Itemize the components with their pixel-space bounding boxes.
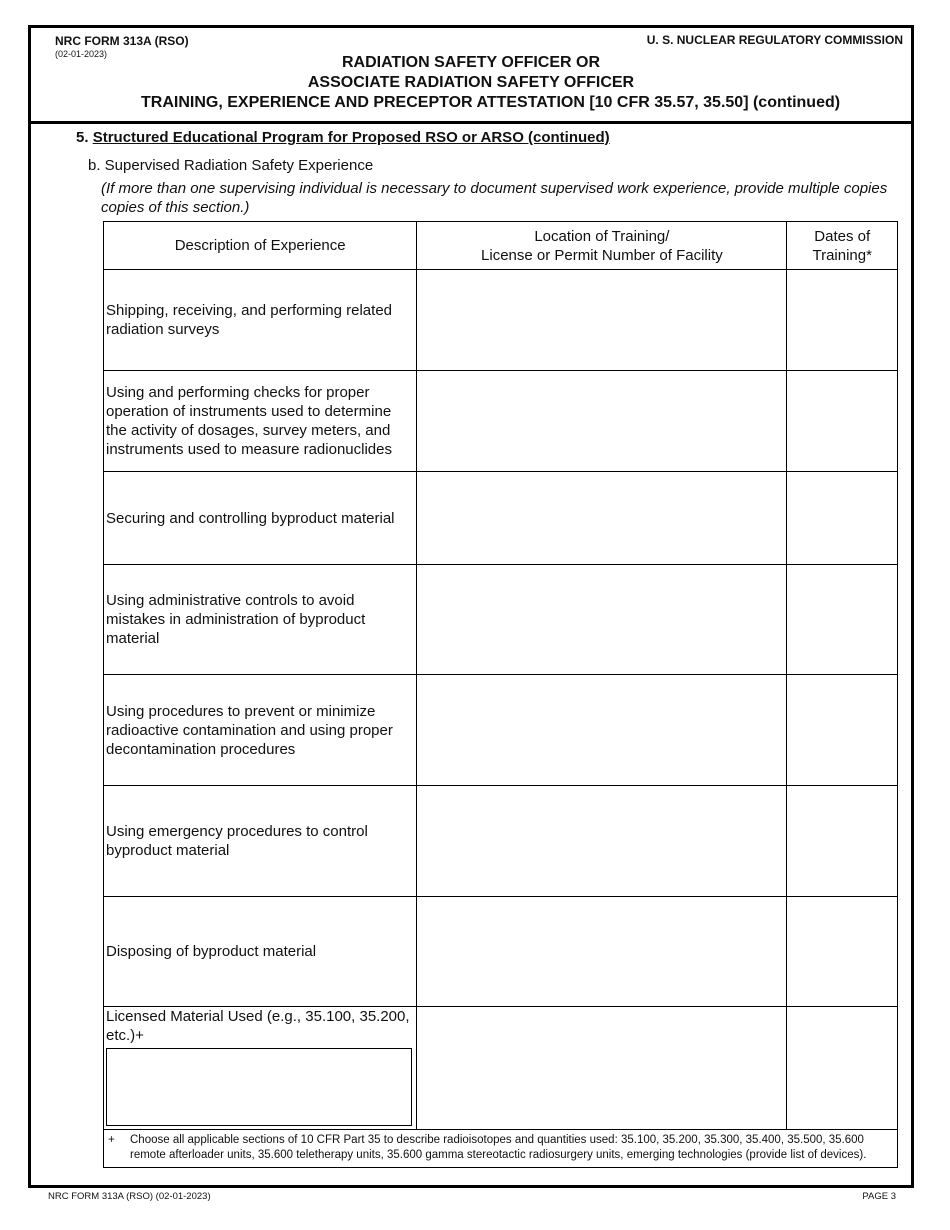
location-field[interactable] (417, 786, 787, 897)
licensed-material-cell (104, 1007, 417, 1130)
dates-field[interactable] (787, 786, 898, 897)
table-row (104, 270, 898, 371)
dates-field[interactable] (787, 1007, 898, 1130)
experience-table (103, 221, 898, 1168)
section-heading (76, 129, 610, 146)
location-field[interactable] (417, 1007, 787, 1130)
table-row (104, 897, 898, 1007)
section-note: (If more than one supervising individual is necessary to document supervised work experience, provide multiple copies copies of this section.) (101, 180, 888, 216)
subsection-title: b. Supervised Radiation Safety Experience (88, 157, 374, 174)
footnote-mark: + (108, 1134, 115, 1146)
footnote-text: Choose all applicable sections of 10 CFR Part 35 to describe radioisotopes and quantities used: 35.100, 35.200, 35.300, 35.400, 35.500, 35.600 remote afterloader units, 35.600 teletherapy units, 35.600 gamma stereotactic radiosurgery units, emerging technologies (provide list of devices). (130, 1134, 867, 1161)
row-description: Using emergency procedures to control byproduct material (104, 786, 417, 897)
form-frame (28, 25, 914, 1188)
location-field[interactable] (417, 270, 787, 371)
table-row (104, 786, 898, 897)
location-field[interactable] (417, 565, 787, 675)
col-location-header: Location of Training/ License or Permit Number of Facility (417, 222, 787, 270)
footnote-row (104, 1130, 898, 1168)
form-header (31, 28, 911, 124)
form-id: NRC FORM 313A (RSO) (55, 34, 189, 48)
table-row (104, 565, 898, 675)
row-description: Using administrative controls to avoid mistakes in administration of byproduct material (104, 565, 417, 675)
dates-field[interactable] (787, 565, 898, 675)
dates-field[interactable] (787, 472, 898, 565)
row-description: Disposing of byproduct material (104, 897, 417, 1007)
form-title-line2: ASSOCIATE RADIATION SAFETY OFFICER (307, 74, 635, 91)
location-field[interactable] (417, 472, 787, 565)
licensed-material-row (104, 1007, 898, 1130)
agency-name: U. S. NUCLEAR REGULATORY COMMISSION (646, 33, 903, 47)
col-description-header: Description of Experience (104, 222, 417, 270)
form-date: (02-01-2023) (55, 49, 108, 59)
form-title-line3: TRAINING, EXPERIENCE AND PRECEPTOR ATTESTATION [10 CFR 35.57, 35.50] (continued) (141, 94, 841, 111)
footnote-cell (104, 1130, 898, 1168)
row-description: Using and performing checks for proper operation of instruments used to determine the activity of dosages, survey meters, and instruments used to measure radionuclides (104, 371, 417, 472)
location-field[interactable] (417, 897, 787, 1007)
col-dates-header: Dates of Training* (787, 222, 898, 270)
section-title: Structured Educational Program for Proposed RSO or ARSO (continued) (92, 129, 610, 146)
location-field[interactable] (417, 675, 787, 786)
row-description: Shipping, receiving, and performing related radiation surveys (104, 270, 417, 371)
licensed-material-label: Licensed Material Used (e.g., 35.100, 35.200, etc.)+ (106, 1008, 410, 1044)
page-footer-form-id: NRC FORM 313A (RSO) (02-01-2023) (48, 1191, 211, 1202)
location-field[interactable] (417, 371, 787, 472)
row-description: Using procedures to prevent or minimize radioactive contamination and using proper decontamination procedures (104, 675, 417, 786)
table-row (104, 675, 898, 786)
dates-field[interactable] (787, 675, 898, 786)
licensed-material-input[interactable] (106, 1048, 412, 1126)
table-row (104, 371, 898, 472)
table-header-row (104, 222, 898, 270)
dates-field[interactable] (787, 371, 898, 472)
page-number: PAGE 3 (862, 1191, 896, 1202)
section-number: 5. (76, 129, 89, 146)
row-description: Securing and controlling byproduct material (104, 472, 417, 565)
table-row (104, 472, 898, 565)
dates-field[interactable] (787, 270, 898, 371)
dates-field[interactable] (787, 897, 898, 1007)
form-title-line1: RADIATION SAFETY OFFICER OR (341, 54, 601, 71)
